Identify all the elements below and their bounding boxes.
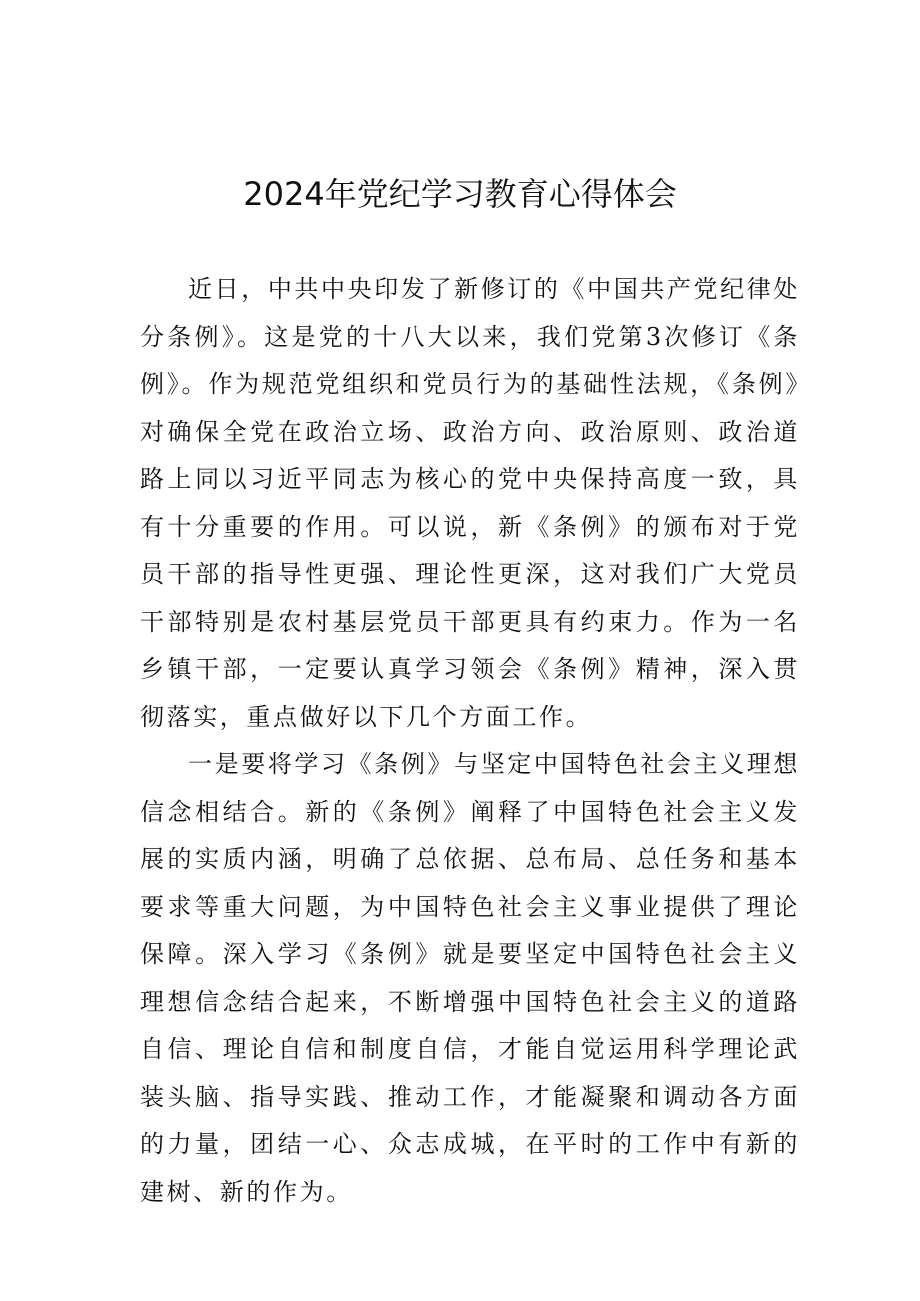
document-title: 2024年党纪学习教育心得体会 xyxy=(243,175,677,213)
document-body xyxy=(140,266,800,1216)
paragraph-intro: 近日，中共中央印发了新修订的《中国共产党纪律处分条例》。这是党的十八大以来，我们党第3次修订《条例》。作为规范党组织和党员行为的基础性法规，《条例》对确保全党在政治立场、政治方向、政治原则、政治道路上同以习近平同志为核心的党中央保持高度一致，具有十分重要的作用。可以说，新《条例》的颁布对于党员干部的指导性更强、理论性更深，这对我们广大党员干部特别是农村基层党员干部更具有约束力。作为一名乡镇干部，一定要认真学习领会《条例》精神，深入贯彻落实，重点做好以下几个方面工作。 xyxy=(140,275,800,731)
paragraph-point-one: 一是要将学习《条例》与坚定中国特色社会主义理想信念相结合。新的《条例》阐释了中国特色社会主义发展的实质内涵，明确了总依据、总布局、总任务和基本要求等重大问题，为中国特色社会主义事业提供了理论保障。深入学习《条例》就是要坚定中国特色社会主义理想信念结合起来，不断增强中国特色社会主义的道路自信、理论自信和制度自信，才能自觉运用科学理论武装头脑、指导实践、推动工作，才能凝聚和调动各方面的力量，团结一心、众志成城，在平时的工作中有新的建树、新的作为。 xyxy=(140,750,800,1206)
